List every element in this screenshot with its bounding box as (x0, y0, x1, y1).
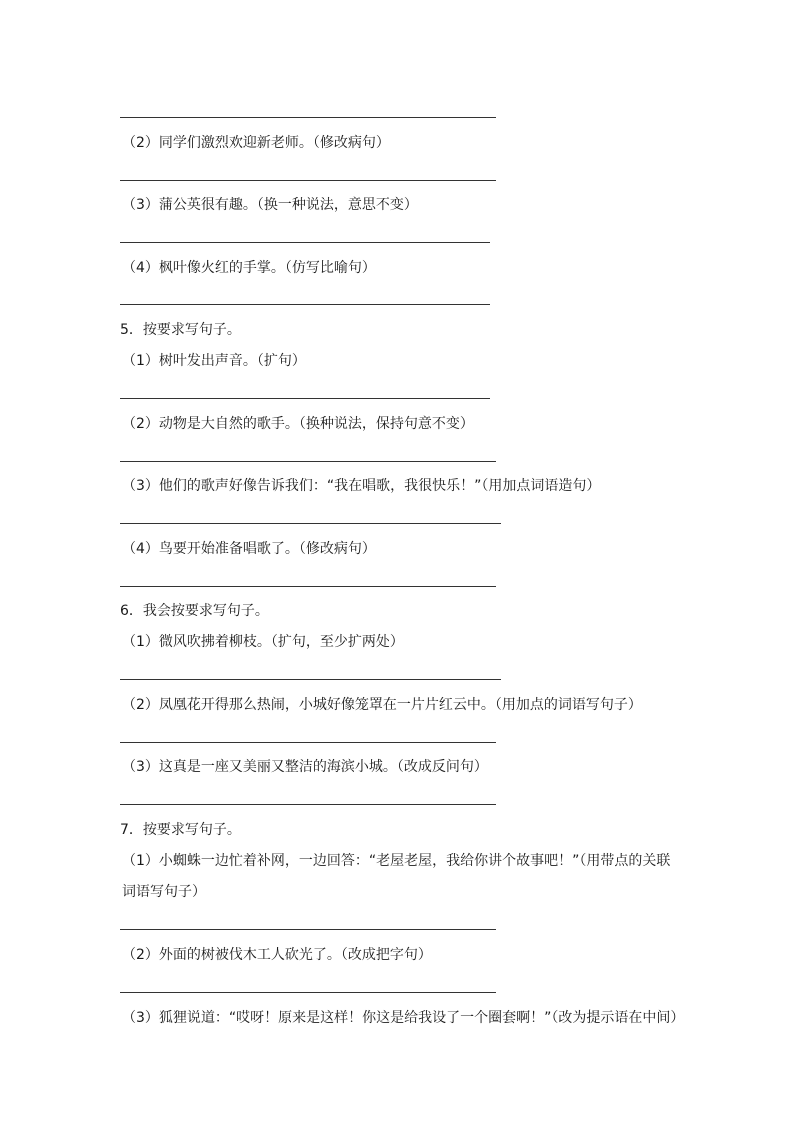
answer-line[interactable] (120, 679, 501, 680)
answer-line[interactable] (120, 398, 490, 399)
question-6-3: （3）这真是一座又美丽又整洁的海滨小城。（改成反问句） (122, 759, 488, 775)
question-5-2: （2）动物是大自然的歌手。（换种说法，保持句意不变） (122, 416, 474, 432)
question-7-2: （2）外面的树被伐木工人砍光了。（改成把字句） (122, 947, 432, 963)
answer-line[interactable] (120, 304, 490, 305)
question-4-2: （2）同学们激烈欢迎新老师。（修改病句） (122, 135, 390, 151)
answer-line[interactable] (120, 804, 496, 805)
question-7-1: （1）小蜘蛛一边忙着补网，一边回答：“老屋老屋，我给你讲个故事吧！”（用带点的关联词语写句子） (122, 853, 671, 900)
question-6-1: （1）微风吹拂着柳枝。（扩句，至少扩两处） (122, 634, 404, 650)
answer-line[interactable] (120, 117, 496, 118)
question-6-2: （2）凤凰花开得那么热闹，小城好像笼罩在一片片红云中。（用加点的词语写句子） (122, 697, 642, 713)
section-7-heading: 7．按要求写句子。 (120, 822, 241, 838)
section-6-heading: 6．我会按要求写句子。 (120, 603, 269, 619)
question-7-3: （3）狐狸说道：“哎呀！原来是这样！你这是给我设了一个圈套啊！”（改为提示语在中间） (122, 1010, 685, 1026)
question-4-4: （4）枫叶像火红的手掌。（仿写比喻句） (122, 260, 376, 276)
question-5-3: （3）他们的歌声好像告诉我们：“我在唱歌，我很快乐！”（用加点词语造句） (122, 478, 601, 494)
section-5-heading: 5．按要求写句子。 (120, 322, 241, 338)
answer-line[interactable] (120, 461, 496, 462)
question-5-4: （4）鸟要开始准备唱歌了。（修改病句） (122, 541, 376, 557)
answer-line[interactable] (120, 242, 490, 243)
question-4-3: （3）蒲公英很有趣。（换一种说法，意思不变） (122, 197, 418, 213)
answer-line[interactable] (120, 180, 496, 181)
answer-line[interactable] (120, 586, 496, 587)
answer-line[interactable] (120, 992, 496, 993)
answer-line[interactable] (120, 742, 496, 743)
answer-line[interactable] (120, 929, 496, 930)
question-5-1: （1）树叶发出声音。（扩句） (122, 353, 306, 369)
answer-line[interactable] (120, 523, 501, 524)
